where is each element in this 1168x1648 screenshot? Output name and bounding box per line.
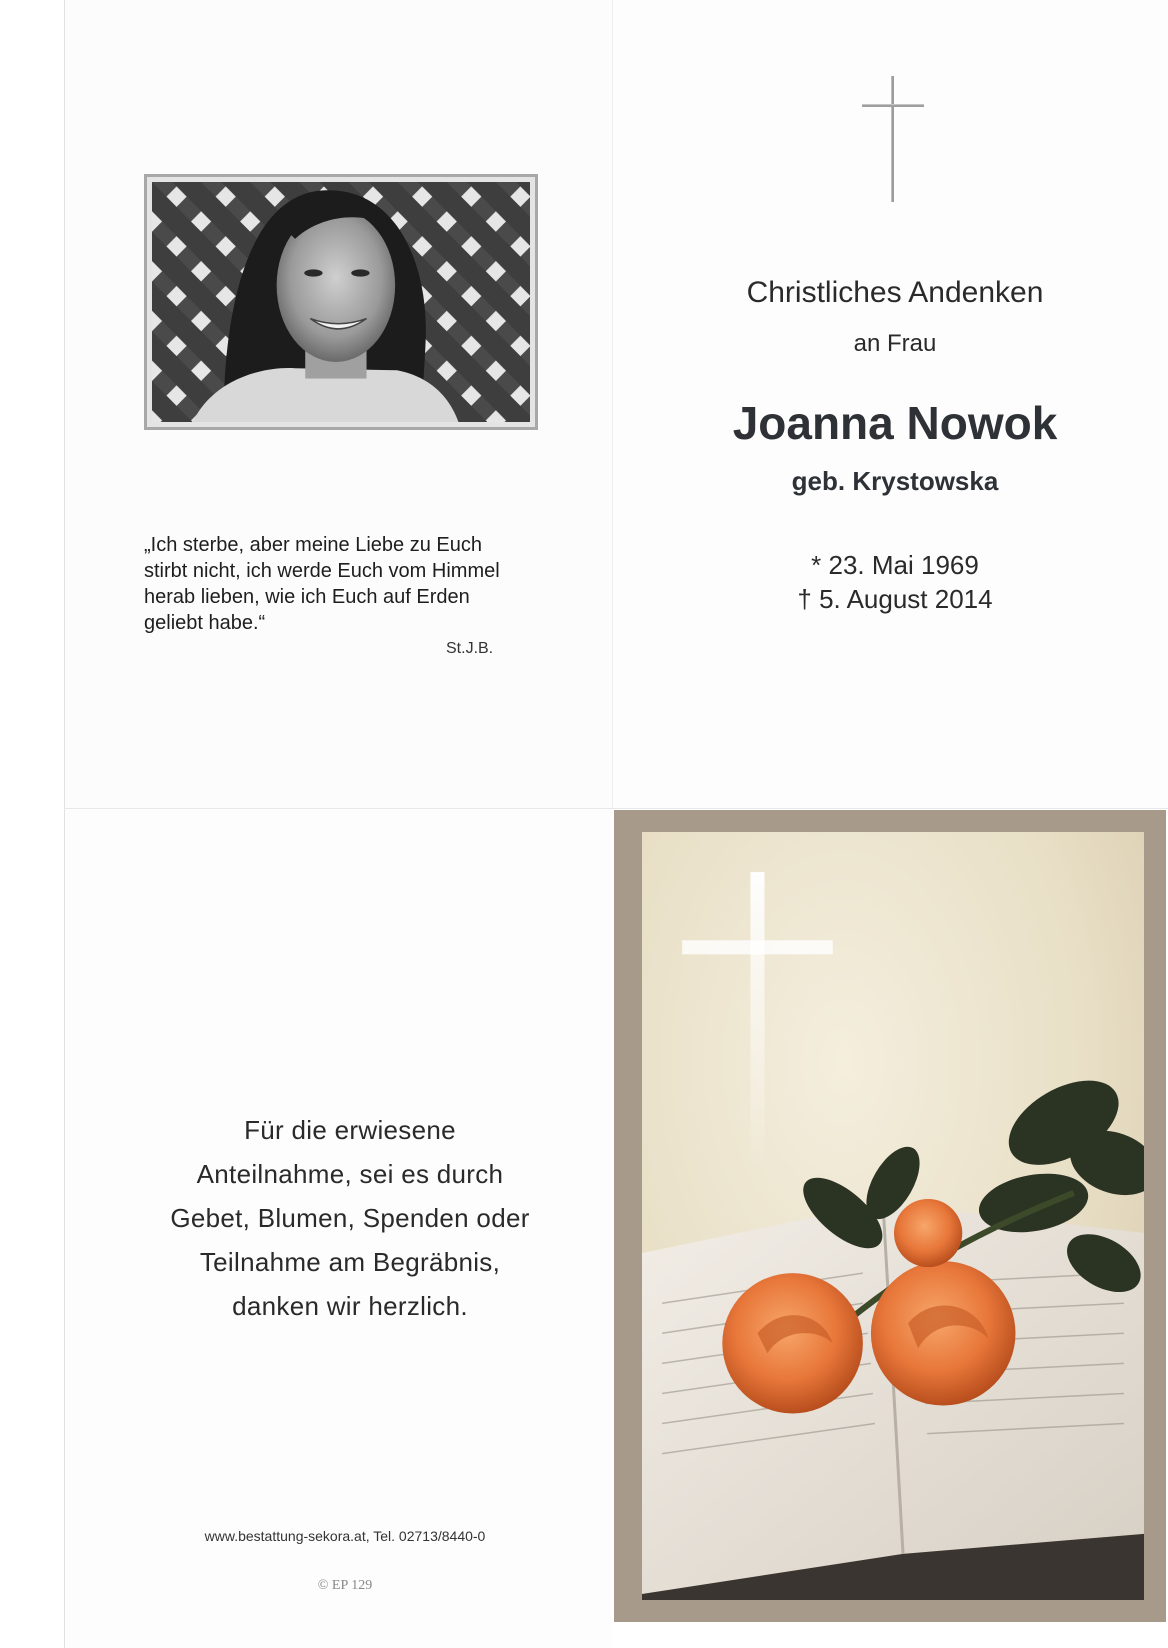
roses-bible-picture-frame	[614, 810, 1166, 1622]
quote-author: St.J.B.	[446, 640, 494, 657]
thanks-line: Gebet, Blumen, Spenden oder	[170, 1203, 530, 1233]
death-date: † 5. August 2014	[797, 584, 993, 614]
quote-line: geliebt habe.“	[144, 612, 266, 634]
memorial-heading: Christliches Andenken	[746, 276, 1044, 309]
name-prefix: an Frau	[853, 330, 937, 357]
funeral-home-contact: www.bestattung-sekora.at, Tel. 02713/8440-0	[204, 1528, 486, 1544]
maiden-name: geb. Krystowska	[791, 466, 999, 496]
birth-date: * 23. Mai 1969	[811, 550, 979, 580]
portrait-photo-frame	[144, 174, 538, 430]
thanks-line: Für die erwiesene	[244, 1115, 456, 1145]
print-code: © EP 129	[317, 1578, 373, 1593]
quote-line: stirbt nicht, ich werde Euch vom Himmel	[144, 560, 500, 582]
deceased-name: Joanna Nowok	[732, 397, 1058, 449]
thanks-line: Anteilnahme, sei es durch	[196, 1159, 504, 1189]
portrait-image	[152, 182, 530, 422]
roses-bible-picture	[642, 832, 1144, 1600]
memorial-quote	[144, 532, 554, 636]
quote-line: „Ich sterbe, aber meine Liebe zu Euch	[144, 534, 482, 556]
portrait-photo	[152, 182, 530, 422]
thanks-message	[140, 1108, 560, 1328]
horizontal-fold-line	[64, 808, 1168, 809]
quote-line: herab lieben, wie ich Euch auf Erden	[144, 586, 470, 608]
thanks-line: Teilnahme am Begräbnis,	[199, 1247, 501, 1277]
thanks-line: danken wir herzlich.	[232, 1291, 468, 1321]
cross-icon	[862, 76, 924, 202]
